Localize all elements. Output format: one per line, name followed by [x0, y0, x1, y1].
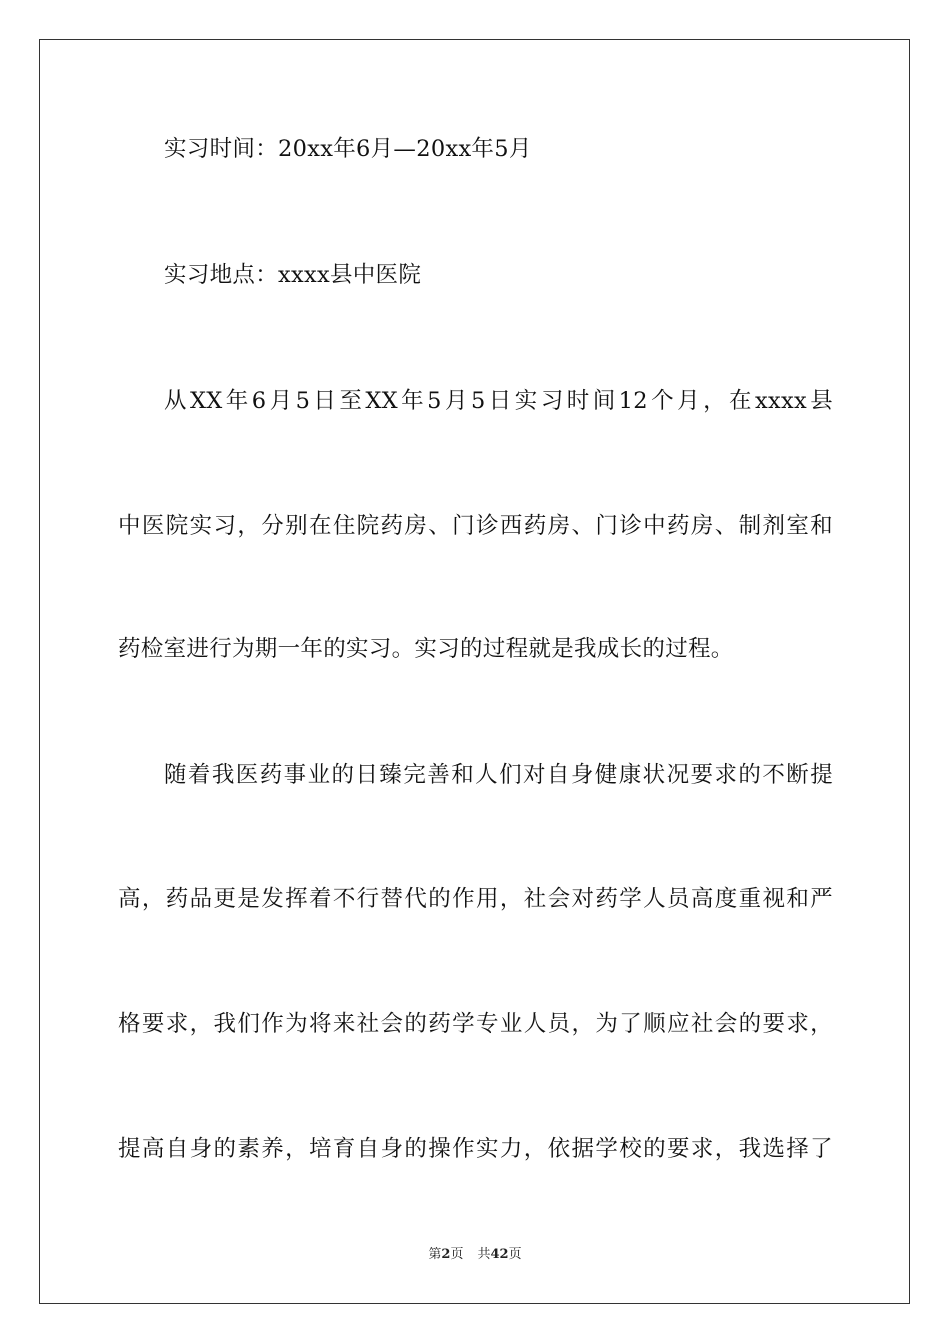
page-border — [39, 39, 910, 1304]
paragraph-2-line-3: 格要求，我们作为将来社会的药学专业人员，为了顺应社会的要求， — [118, 1011, 833, 1037]
total-suffix: 页 — [508, 1247, 522, 1262]
internship-time-line: 实习时间：20xx年6月—20xx年5月 — [164, 136, 532, 162]
page-suffix: 页 — [450, 1247, 464, 1262]
page-prefix: 第 — [428, 1247, 442, 1262]
total-pages: 42 — [490, 1247, 509, 1262]
paragraph-2-line-1: 随着我医药事业的日臻完善和人们对自身健康状况要求的不断提 — [164, 762, 833, 788]
internship-location-line: 实习地点：xxxx县中医院 — [164, 262, 422, 288]
paragraph-1-line-2: 中医院实习，分别在住院药房、门诊西药房、门诊中药房、制剂室和 — [118, 513, 833, 539]
page-footer — [0, 1247, 950, 1263]
paragraph-1-line-1: 从XX年6月5日至XX年5月5日实习时间12个月，在xxxx县 — [164, 388, 833, 414]
paragraph-1-line-3: 药检室进行为期一年的实习。实习的过程就是我成长的过程。 — [118, 636, 734, 662]
total-prefix: 共 — [477, 1247, 491, 1262]
paragraph-2-line-4: 提高自身的素养，培育自身的操作实力，依据学校的要求，我选择了 — [118, 1136, 833, 1162]
paragraph-2-line-2: 高，药品更是发挥着不行替代的作用，社会对药学人员高度重视和严 — [118, 886, 833, 912]
page-number: 2 — [441, 1247, 451, 1262]
